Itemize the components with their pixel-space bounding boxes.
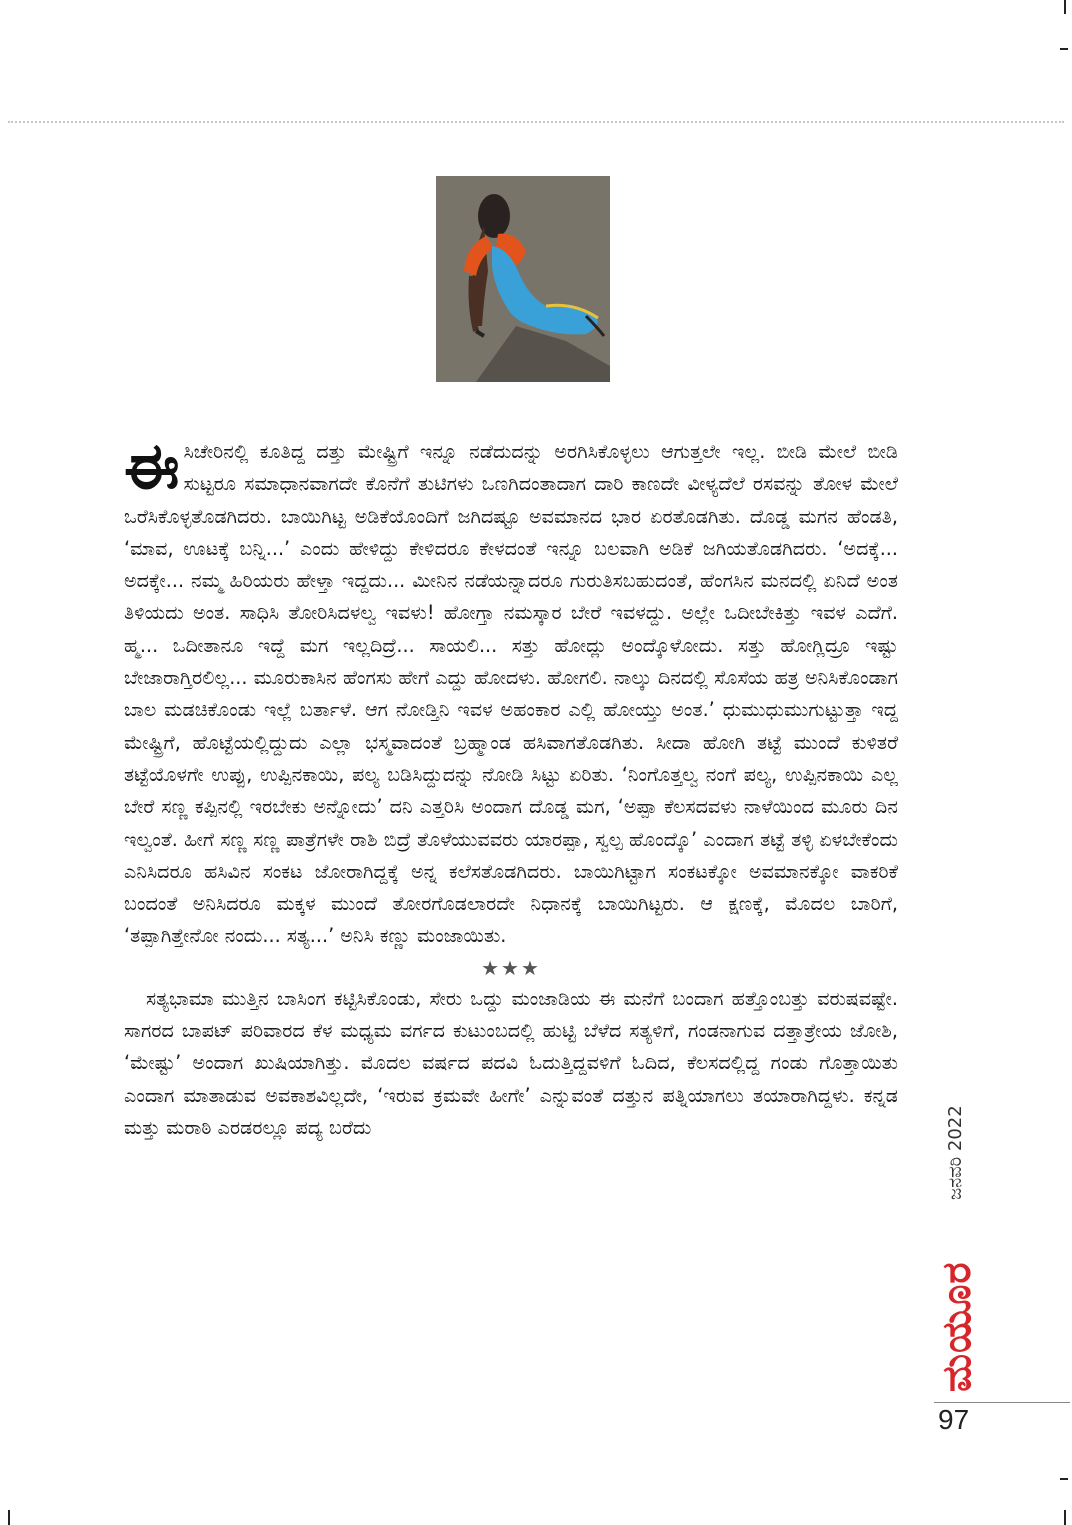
story-illustration xyxy=(436,176,610,382)
section-separator-stars: ★★★ xyxy=(481,955,541,980)
story-article xyxy=(124,430,898,1144)
dotted-separator xyxy=(8,121,1064,123)
page-number: 97 xyxy=(938,1404,970,1435)
paragraph-1 xyxy=(124,430,898,953)
paragraph-2: ಸತ್ಯಭಾಮಾ ಮುತ್ತಿನ ಬಾಸಿಂಗ ಕಟ್ಟಿಸಿಕೊಂಡು, ಸೇರು ಒದ್ದು ಮಂಜಾಡಿಯ ಈ ಮನೆಗೆ ಬಂದಾಗ ಹತ್ತೊಂಬತ್ತು ವರುಷವಷ್ಟೇ. ಸಾಗರದ ಬಾಪಟ್ ಪರಿವಾರದ ಕೆಳ ಮಧ್ಯಮ ವರ್ಗದ ಕುಟುಂಬದಲ್ಲಿ ಹುಟ್ಟಿ ಬೆಳೆದ ಸತ್ಯಳಿಗೆ, ಗಂಡನಾಗುವ ದತ್ತಾತ್ರೇಯ ಜೋಶಿ, ‘ಮೇಷ್ಟು’ ಅಂದಾಗ ಖುಷಿಯಾಗಿತ್ತು. ಮೊದಲ ವರ್ಷದ ಪದವಿ ಓದುತ್ತಿದ್ದವಳಿಗೆ ಓದಿದ, ಕೆಲಸದಲ್ಲಿದ್ದ ಗಂಡು ಗೊತ್ತಾಯಿತು ಎಂದಾಗ ಮಾತಾಡುವ ಅವಕಾಶವಿಲ್ಲದೇ, ‘ಇರುವ ಕ್ರಮವೇ ಹೀಗೇ’ ಎನ್ನುವಂತೆ ದತ್ತುನ ಪತ್ನಿಯಾಗಲು ತಯಾರಾಗಿದ್ದಳು. ಕನ್ನಡ ಮತ್ತು ಮರಾಠಿ ಎರಡರಲ್ಲೂ ಪದ್ಯ ಬರೆದು xyxy=(124,986,898,1139)
crop-mark-top xyxy=(1064,0,1066,14)
crop-mark-top-right xyxy=(1060,48,1068,50)
folio-rule xyxy=(934,1402,1070,1403)
crop-mark-bottom xyxy=(1064,1510,1066,1525)
woman-illustration-image xyxy=(436,176,610,382)
crop-mark-bottom-right xyxy=(1060,1478,1068,1480)
drop-cap: ಈ xyxy=(124,430,180,504)
paragraph-1-text: ಸಿಚೇರಿನಲ್ಲಿ ಕೂತಿದ್ದ ದತ್ತು ಮೇಷ್ಟ್ರಿಗೆ ಇನ್ನೂ ನಡೆದುದನ್ನು ಅರಗಿಸಿಕೊಳ್ಳಲು ಆಗುತ್ತಲೇ ಇಲ್ಲ. ಬೀಡಿ ಮೇಲೆ ಬೀಡಿ ಸುಟ್ಟರೂ ಸಮಾಧಾನವಾಗದೇ ಕೊನೆಗೆ ತುಟಿಗಳು ಒಣಗಿದಂತಾದಾಗ ದಾರಿ ಕಾಣದೇ ವೀಳ್ಯದೆಲೆ ರಸವನ್ನು ತೋಳ ಮೇಲೆ ಒರೆಸಿಕೊಳ್ಳತೊಡಗಿದರು. ಬಾಯಿಗಿಟ್ಟ ಅಡಿಕೆಯೊಂದಿಗೆ ಜಗಿದಷ್ಟೂ ಅವಮಾನದ ಭಾರ ಏರತೊಡಗಿತು. ದೊಡ್ಡ ಮಗನ ಹೆಂಡತಿ, ‘ಮಾವ, ಊಟಕ್ಕೆ ಬನ್ನಿ...’ ಎಂದು ಹೇಳಿದ್ದು ಕೇಳಿದರೂ ಕೇಳದಂತೆ ಇನ್ನೂ ಬಲವಾಗಿ ಅಡಿಕೆ ಜಗಿಯತೊಡಗಿದರು. ‘ಅದಕ್ಕೆ... ಅದಕ್ಕೇ... ನಮ್ಮ ಹಿರಿಯರು ಹೇಳ್ತಾ ಇದ್ದದು... ಮೀನಿನ ನಡೆಯನ್ನಾದರೂ ಗುರುತಿಸಬಹುದಂತೆ, ಹೆಂಗಸಿನ ಮನದಲ್ಲಿ ಏನಿದೆ ಅಂತ ತಿಳಿಯದು ಅಂತ. ಸಾಧಿಸಿ ತೋರಿಸಿದಳಲ್ವ ಇವಳು! ಹೋಗ್ತಾ ನಮಸ್ಕಾರ ಬೇರೆ ಇವಳದ್ದು. ಅಲ್ಲೇ ಒದೀಬೇಕಿತ್ತು ಇವಳ ಎದೆಗೆ. ಹ್ಮ... ಒದೀತಾನೂ ಇದ್ದೆ ಮಗ ಇಲ್ಲದಿದ್ರೆ... ಸಾಯಲಿ... ಸತ್ತು ಹೋದ್ಲು ಅಂದ್ಕೊಳೋದು. ಸತ್ತು ಹೋಗ್ಲಿದ್ರೂ ಇಷ್ಟು ಬೇಜಾರಾಗ್ತಿರಲಿಲ್ಲ... ಮೂರುಕಾಸಿನ ಹೆಂಗಸು ಹೇಗೆ ಎದ್ದು ಹೋದಳು. ಹೋಗಲಿ. ನಾಲ್ಕು ದಿನದಲ್ಲಿ ಸೊಸೆಯ ಹತ್ರ ಅನಿಸಿಕೊಂಡಾಗ ಬಾಲ ಮಡಚಿಕೊಂಡು ಇಲ್ಲೆ ಬರ್ತಾಳೆ. ಆಗ ನೋಡ್ತಿನಿ ಇವಳ ಅಹಂಕಾರ ಎಲ್ಲಿ ಹೋಯ್ತು ಅಂತ.’ ಧುಮುಧುಮುಗುಟ್ಟುತ್ತಾ ಇದ್ದ ಮೇಷ್ಟ್ರಿಗೆ, ಹೊಟ್ಟೆಯಲ್ಲಿದ್ದುದು ಎಲ್ಲಾ ಭಸ್ಮವಾದಂತೆ ಬ್ರಹ್ಮಾಂಡ ಹಸಿವಾಗತೊಡಗಿತು. ಸೀದಾ ಹೋಗಿ ತಟ್ಟೆ ಮುಂದೆ ಕುಳಿತರೆ ತಟ್ಟೆಯೊಳಗೇ ಉಪ್ಪು, ಉಪ್ಪಿನಕಾಯಿ, ಪಲ್ಯ ಬಡಿಸಿದ್ದುದನ್ನು ನೋಡಿ ಸಿಟ್ಟು ಏರಿತು. ‘ನಿಂಗೊತ್ತಲ್ವ ನಂಗೆ ಪಲ್ಯ, ಉಪ್ಪಿನಕಾಯಿ ಎಲ್ಲ ಬೇರೆ ಸಣ್ಣ ಕಪ್ಪಿನಲ್ಲಿ ಇರಬೇಕು ಅನ್ನೋದು’ ದನಿ ಎತ್ತರಿಸಿ ಅಂದಾಗ ದೊಡ್ಡ ಮಗ, ‘ಅಪ್ಪಾ ಕೆಲಸದವಳು ನಾಳೆಯಿಂದ ಮೂರು ದಿನ ಇಲ್ವಂತೆ. ಹೀಗೆ ಸಣ್ಣ ಸಣ್ಣ ಪಾತ್ರೆಗಳೇ ರಾಶಿ ಬಿದ್ರೆ ತೊಳೆಯುವವರು ಯಾರಪ್ಪಾ, ಸ್ವಲ್ಪ ಹೊಂದ್ಕೊ’ ಎಂದಾಗ ತಟ್ಟೆ ತಳ್ಳಿ ಏಳಬೇಕೆಂದು ಎನಿಸಿದರೂ ಹಸಿವಿನ ಸಂಕಟ ಜೋರಾಗಿದ್ದಕ್ಕೆ ಅನ್ನ ಕಲೆಸತೊಡಗಿದರು. ಬಾಯಿಗಿಟ್ಟಾಗ ಸಂಕಟಕ್ಕೋ ಅವಮಾನಕ್ಕೋ ವಾಕರಿಕೆ ಬಂದಂತೆ ಅನಿಸಿದರೂ ಮಕ್ಕಳ ಮುಂದೆ ತೋರಗೊಡಲಾರದೇ ನಿಧಾನಕ್ಕೆ ಬಾಯಿಗಿಟ್ಟರು. ಆ ಕ್ಷಣಕ್ಕೆ, ಮೊದಲ ಬಾರಿಗೆ, ‘ತಪ್ಪಾಗಿತ್ತೇನೋ ನಂದು... ಸತ್ಯ...’ ಅನಿಸಿ ಕಣ್ಣು ಮಂಜಾಯಿತು. xyxy=(124,440,898,948)
issue-date: ಜನವರಿ 2022 xyxy=(945,1105,966,1200)
crop-mark-bottom-left xyxy=(8,1510,10,1525)
magazine-logo: ಮಯೂರ xyxy=(934,1261,980,1392)
